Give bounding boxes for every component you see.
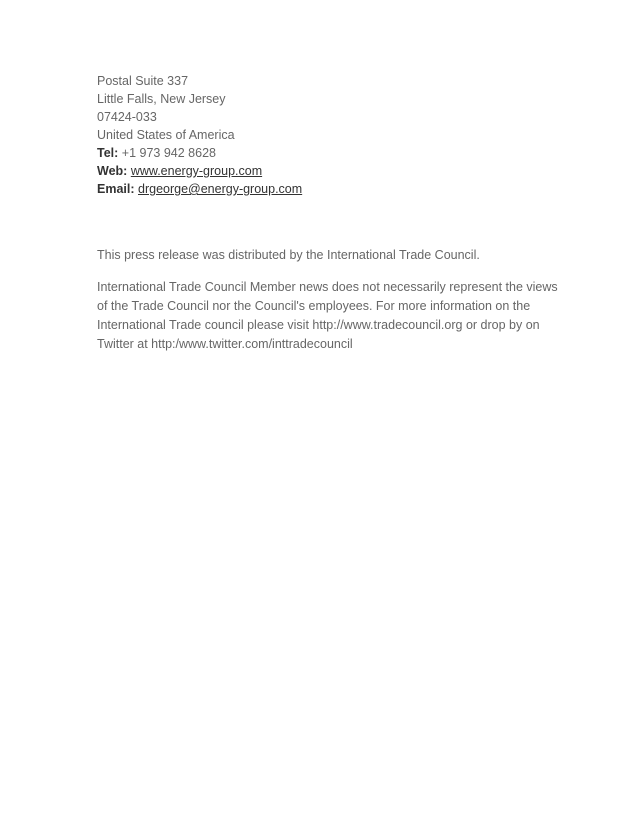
tel-row [97, 144, 557, 162]
tel-label: Tel: [97, 146, 119, 160]
web-row [97, 162, 557, 180]
postal-code: 07424-033 [97, 110, 157, 124]
web-label: Web: [97, 164, 128, 178]
country: United States of America [97, 128, 235, 142]
email-label: Email: [97, 182, 135, 196]
contact-block [97, 72, 557, 198]
press-release-notes [97, 246, 567, 354]
address-line-2: Little Falls, New Jersey [97, 92, 226, 106]
disclaimer-paragraph: International Trade Council Member news does not necessarily represent the views of the Trade Council nor the Council's employees. For more information on the International Trade council please visit http://www.tradecouncil.org or drop by on Twitter at http:/www.twitter.com/inttradecouncil [97, 280, 558, 351]
email-link[interactable]: drgeorge@energy-group.com [138, 182, 303, 196]
distribution-note: This press release was distributed by the International Trade Council. [97, 248, 480, 262]
email-row [97, 180, 557, 198]
tel-value: +1 973 942 8628 [121, 146, 216, 160]
address-line-1: Postal Suite 337 [97, 74, 189, 88]
web-link[interactable]: www.energy-group.com [130, 164, 263, 178]
